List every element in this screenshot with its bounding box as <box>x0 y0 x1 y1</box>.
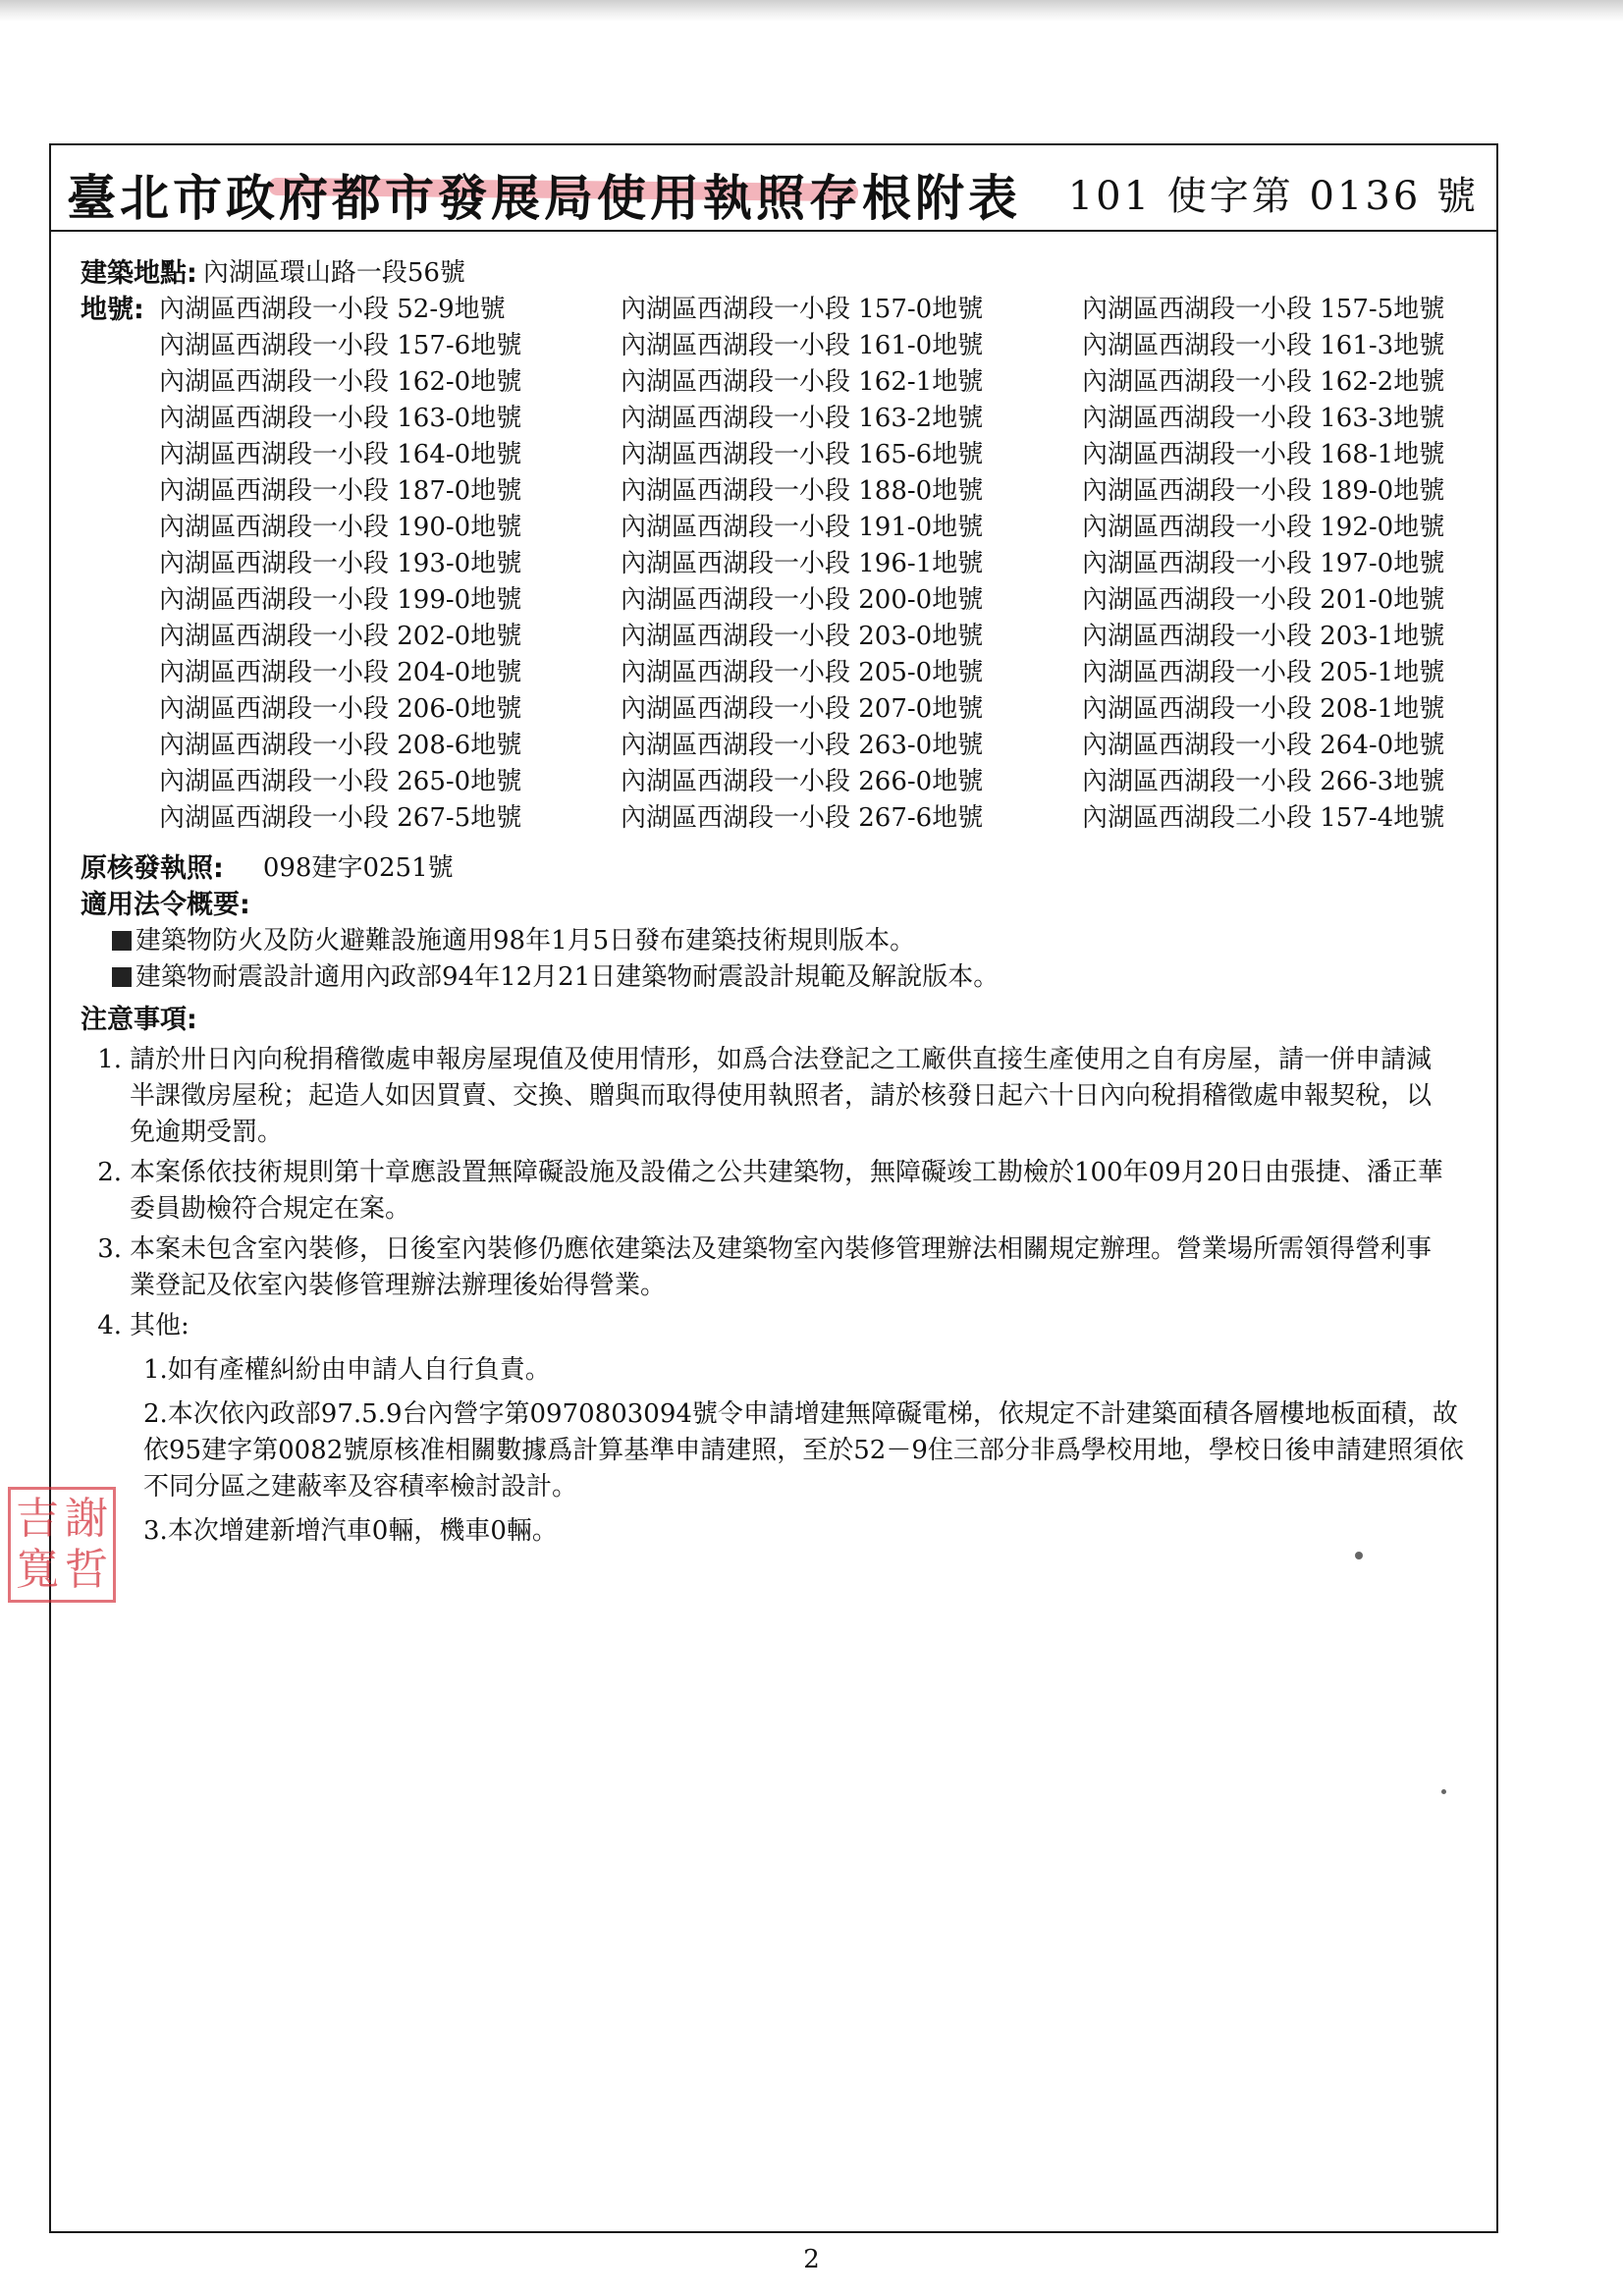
lot-item: 內湖區西湖段一小段 157-0地號 <box>621 295 984 324</box>
original-permit-label: 原核發執照: <box>81 853 224 884</box>
note-item <box>81 1308 1475 1344</box>
lot-item: 內湖區西湖段一小段 203-0地號 <box>621 622 984 651</box>
lot-item: 內湖區西湖段一小段 168-1地號 <box>1082 440 1445 469</box>
lot-item: 內湖區西湖段一小段 202-0地號 <box>159 622 522 651</box>
lot-item: 內湖區西湖段二小段 157-4地號 <box>1082 803 1445 833</box>
document-title: 臺北市政府都市發展局使用執照存根附表 <box>67 169 1021 227</box>
lot-item: 內湖區西湖段一小段 157-6地號 <box>159 331 522 360</box>
lot-item: 內湖區西湖段一小段 201-0地號 <box>1082 585 1445 615</box>
lots-section <box>81 292 1475 837</box>
notes-section <box>81 1002 1475 1550</box>
lots-grid <box>159 292 1494 837</box>
lot-item: 內湖區西湖段一小段 165-6地號 <box>621 440 984 469</box>
site-label: 建築地點: <box>81 258 197 289</box>
original-permit-row <box>81 850 1475 887</box>
lot-item: 內湖區西湖段一小段 189-0地號 <box>1082 476 1445 506</box>
lot-item: 內湖區西湖段一小段 204-0地號 <box>159 658 522 687</box>
other-item: 3.本次增建新增汽車0輛，機車0輛。 <box>143 1516 558 1546</box>
note-item <box>81 1042 1475 1151</box>
site-address: 內湖區環山路一段56號 <box>202 258 465 288</box>
lot-item: 內湖區西湖段一小段 199-0地號 <box>159 585 522 615</box>
seal-char: 謝 <box>65 1494 108 1544</box>
title-bar <box>51 145 1496 232</box>
note-text: 其他: <box>130 1311 189 1340</box>
lot-item: 內湖區西湖段一小段 192-0地號 <box>1082 513 1445 542</box>
lot-item: 內湖區西湖段一小段 162-1地號 <box>621 367 984 397</box>
lot-item: 內湖區西湖段一小段 205-1地號 <box>1082 658 1445 687</box>
lot-item: 內湖區西湖段一小段 200-0地號 <box>621 585 984 615</box>
regulation-text: 建築物耐震設計適用內政部94年12月21日建築物耐震設計規範及解說版本。 <box>135 962 1000 992</box>
lot-item: 內湖區西湖段一小段 203-1地號 <box>1082 622 1445 651</box>
lot-item: 內湖區西湖段一小段 267-5地號 <box>159 803 522 833</box>
lot-item: 內湖區西湖段一小段 162-2地號 <box>1082 367 1445 397</box>
lot-item: 內湖區西湖段一小段 264-0地號 <box>1082 731 1445 760</box>
bullet-square-icon <box>112 931 132 951</box>
notes-label: 注意事項: <box>81 1005 197 1035</box>
lot-item: 內湖區西湖段一小段 163-2地號 <box>621 404 984 433</box>
other-item: 1.如有產權糾紛由申請人自行負責。 <box>143 1355 551 1385</box>
note-text: 本案未包含室內裝修，日後室內裝修仍應依建築法及建築物室內裝修管理辦法相關規定辦理。營業場所需領得營利事業登記及依室內裝修管理辦法辦理後始得營業。 <box>130 1234 1433 1300</box>
lot-item: 內湖區西湖段一小段 266-3地號 <box>1082 767 1445 796</box>
lot-item: 內湖區西湖段一小段 157-5地號 <box>1082 295 1445 324</box>
lot-item: 內湖區西湖段一小段 197-0地號 <box>1082 549 1445 578</box>
lot-item: 內湖區西湖段一小段 163-3地號 <box>1082 404 1445 433</box>
document-frame <box>49 143 1498 2233</box>
lot-item: 內湖區西湖段一小段 208-6地號 <box>159 731 522 760</box>
lot-item: 內湖區西湖段一小段 207-0地號 <box>621 694 984 724</box>
original-permit-value: 098建字0251號 <box>262 853 454 883</box>
lot-item: 內湖區西湖段一小段 196-1地號 <box>621 549 984 578</box>
other-item: 2.本次依內政部97.5.9台內營字第0970803094號令申請增建無障礙電梯，依規定不計建築面積各層樓地板面積，故依95建字第0082號原核准相關數據爲計算基準申請建照，至於52－9住三部分非爲學校用地，學校日後申請建照須依不同分區之建蔽率及容積率檢討設計。 <box>143 1399 1464 1502</box>
document-content <box>81 255 1475 1550</box>
lot-item: 內湖區西湖段一小段 263-0地號 <box>621 731 984 760</box>
lot-item: 內湖區西湖段一小段 163-0地號 <box>159 404 522 433</box>
lot-item: 內湖區西湖段一小段 191-0地號 <box>621 513 984 542</box>
seal-char: 寬 <box>16 1545 59 1595</box>
page-number: 2 <box>803 2245 820 2274</box>
lot-item: 內湖區西湖段一小段 265-0地號 <box>159 767 522 796</box>
note-item <box>81 1155 1475 1228</box>
regulations-section <box>81 887 1475 996</box>
lot-item: 內湖區西湖段一小段 193-0地號 <box>159 549 522 578</box>
regulation-item <box>81 923 1475 959</box>
note-text: 請於卅日內向稅捐稽徵處申報房屋現值及使用情形，如爲合法登記之工廠供直接生產使用之自有房屋，請一併申請減半課徵房屋稅；起造人如因買賣、交換、贈與而取得使用執照者，請於核發日起六十日內向稅捐稽徵處申報契稅，以免逾期受罰。 <box>130 1045 1433 1147</box>
lot-item: 內湖區西湖段一小段 190-0地號 <box>159 513 522 542</box>
note-number: 2. <box>97 1158 122 1187</box>
regulations-label: 適用法令概要: <box>81 890 250 920</box>
scan-speck <box>1355 1552 1363 1559</box>
lot-item: 內湖區西湖段一小段 266-0地號 <box>621 767 984 796</box>
regulation-item <box>81 959 1475 996</box>
lot-item: 內湖區西湖段一小段 206-0地號 <box>159 694 522 724</box>
scan-edge <box>0 0 1623 22</box>
note-item <box>81 1231 1475 1304</box>
note-number: 1. <box>97 1045 122 1074</box>
lot-item: 內湖區西湖段一小段 205-0地號 <box>621 658 984 687</box>
note-number: 4. <box>97 1311 122 1340</box>
lot-item: 內湖區西湖段一小段 267-6地號 <box>621 803 984 833</box>
seal-char: 哲 <box>65 1545 108 1595</box>
scan-speck <box>1441 1789 1446 1794</box>
lot-item: 內湖區西湖段一小段 161-3地號 <box>1082 331 1445 360</box>
lot-item: 內湖區西湖段一小段 161-0地號 <box>621 331 984 360</box>
note-text: 本案係依技術規則第十章應設置無障礙設施及設備之公共建築物，無障礙竣工勘檢於100年09月20日由張捷、潘正華委員勘檢符合規定在案。 <box>130 1158 1443 1224</box>
lot-item: 內湖區西湖段一小段 164-0地號 <box>159 440 522 469</box>
permit-number: 101 使字第 0136 號 <box>1067 174 1479 219</box>
bullet-square-icon <box>112 967 132 987</box>
lot-item: 內湖區西湖段一小段 52-9地號 <box>159 295 506 324</box>
red-seal-stamp <box>8 1487 116 1603</box>
regulation-text: 建築物防火及防火避難設施適用98年1月5日發布建築技術規則版本。 <box>135 926 916 956</box>
lot-item: 內湖區西湖段一小段 187-0地號 <box>159 476 522 506</box>
lot-item: 內湖區西湖段一小段 208-1地號 <box>1082 694 1445 724</box>
note-number: 3. <box>97 1234 122 1264</box>
seal-char: 吉 <box>16 1494 59 1544</box>
lot-item: 內湖區西湖段一小段 162-0地號 <box>159 367 522 397</box>
lot-item: 內湖區西湖段一小段 188-0地號 <box>621 476 984 506</box>
lots-label: 地號: <box>81 295 144 325</box>
site-row <box>81 255 1475 292</box>
